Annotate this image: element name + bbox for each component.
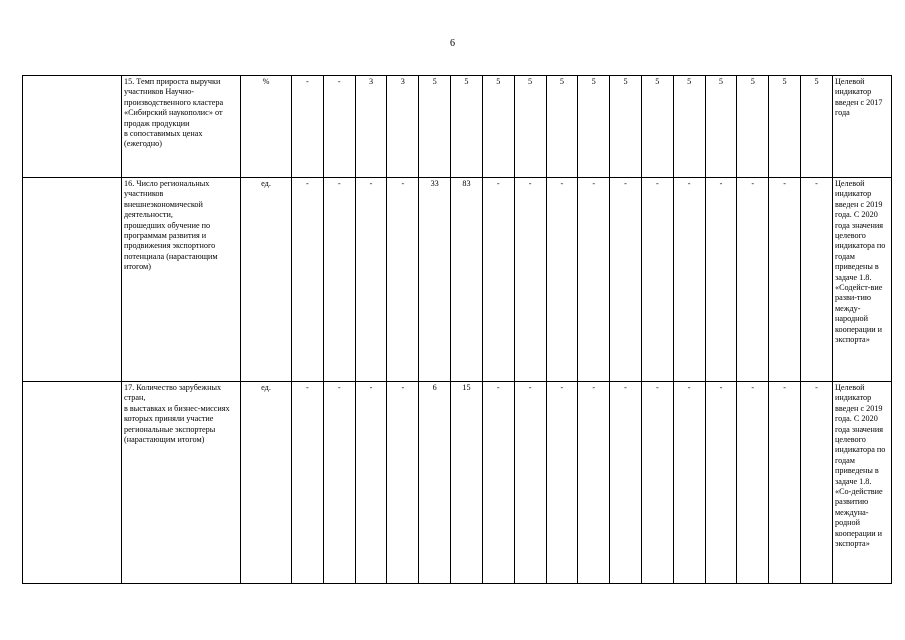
value-cell: - (387, 382, 419, 584)
value-cell: - (546, 382, 578, 584)
indicator-name: 16. Число региональных участников внешнеэкономической деятельности, прошедших обучение по программам развития и продвижения экспортного потенциала (нарастающим итогом) (122, 178, 241, 382)
value-cell: - (323, 382, 355, 584)
value-cell: - (705, 178, 737, 382)
value-cell: 5 (514, 76, 546, 178)
value-cell: - (323, 76, 355, 178)
value-cell: - (482, 178, 514, 382)
unit-cell: ед. (241, 178, 292, 382)
value-cell: 5 (705, 76, 737, 178)
value-cell: - (292, 178, 324, 382)
empty-cell (23, 382, 122, 584)
value-cell: 5 (482, 76, 514, 178)
value-cell: - (323, 178, 355, 382)
value-cell: - (514, 178, 546, 382)
value-cell: - (769, 178, 801, 382)
indicators-table (22, 75, 892, 584)
value-cell: 5 (769, 76, 801, 178)
value-cell: 3 (355, 76, 387, 178)
value-cell: - (292, 76, 324, 178)
note-cell: Целевой индикатор введен с 2019 года. С 2020 года значения целевого индикатора по годам приведены в задаче 1.8. «Со-действие развитию междуна-родной кооперации и экспорта» (833, 382, 892, 584)
value-cell: 5 (451, 76, 483, 178)
value-cell: 5 (546, 76, 578, 178)
value-cell: 5 (673, 76, 705, 178)
table-row (23, 178, 892, 382)
value-cell: - (355, 178, 387, 382)
value-cell: 5 (419, 76, 451, 178)
table-row (23, 76, 892, 178)
value-cell: - (769, 382, 801, 584)
value-cell: 5 (801, 76, 833, 178)
value-cell: 5 (610, 76, 642, 178)
table-row (23, 382, 892, 584)
value-cell: - (673, 178, 705, 382)
indicator-name: 15. Темп прироста выручки участников Научно-производственного кластера «Сибирский наукополис» от продаж продукции в сопоставимых ценах (ежегодно) (122, 76, 241, 178)
value-cell: 3 (387, 76, 419, 178)
page-number: 6 (450, 38, 455, 49)
empty-cell (23, 76, 122, 178)
value-cell: - (292, 382, 324, 584)
note-cell: Целевой индикатор введен с 2017 года (833, 76, 892, 178)
value-cell: 5 (737, 76, 769, 178)
value-cell: - (641, 178, 673, 382)
empty-cell (23, 178, 122, 382)
value-cell: 83 (451, 178, 483, 382)
note-cell: Целевой индикатор введен с 2019 года. С 2020 года значения целевого индикатора по годам приведены в задаче 1.8. «Содейст-вие разви-тию между-народной кооперации и экспорта» (833, 178, 892, 382)
value-cell: - (801, 382, 833, 584)
value-cell: - (610, 382, 642, 584)
value-cell: - (737, 178, 769, 382)
value-cell: - (737, 382, 769, 584)
value-cell: - (514, 382, 546, 584)
indicator-name: 17. Количество зарубежных стран, в выставках и бизнес-миссиях которых приняли участие региональные экспортеры (нарастающим итогом) (122, 382, 241, 584)
unit-cell: ед. (241, 382, 292, 584)
value-cell: - (705, 382, 737, 584)
value-cell: - (355, 382, 387, 584)
value-cell: 5 (641, 76, 673, 178)
value-cell: - (578, 178, 610, 382)
value-cell: - (482, 382, 514, 584)
value-cell: - (578, 382, 610, 584)
value-cell: - (546, 178, 578, 382)
value-cell: 33 (419, 178, 451, 382)
value-cell: 5 (578, 76, 610, 178)
unit-cell: % (241, 76, 292, 178)
value-cell: - (801, 178, 833, 382)
value-cell: - (387, 178, 419, 382)
value-cell: - (673, 382, 705, 584)
value-cell: - (641, 382, 673, 584)
value-cell: 6 (419, 382, 451, 584)
value-cell: - (610, 178, 642, 382)
value-cell: 15 (451, 382, 483, 584)
